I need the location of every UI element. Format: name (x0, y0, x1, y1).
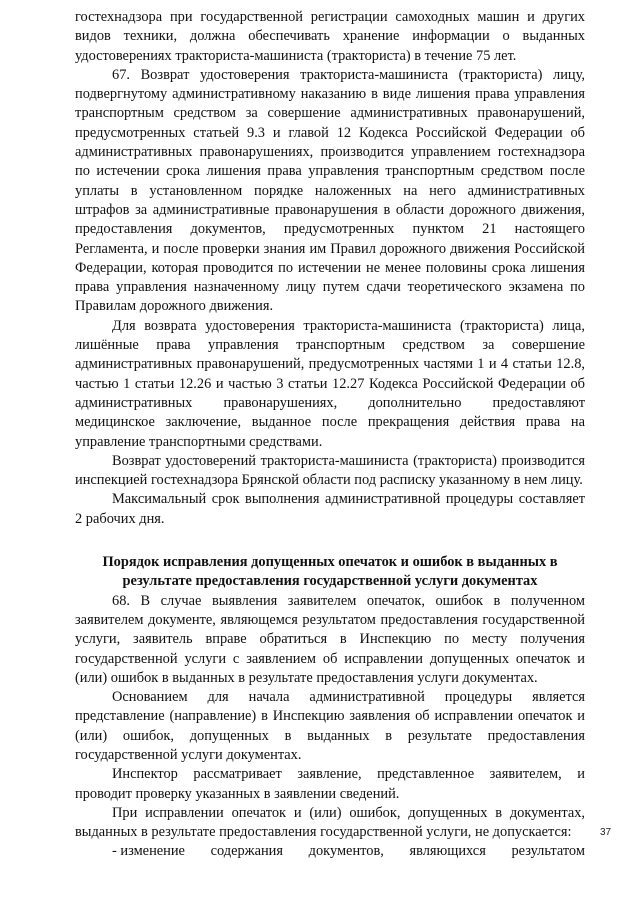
list-item-word: документов, (308, 843, 384, 860)
paragraph-68: 68. В случае выявления заявителем опечаток, ошибок в полученном заявителем документе, являющемся результатом предоставления государственной услуги, заявитель вправе обратиться в Инспекцию по месту получения государственной услуги с заявлением об исправлении допущенных опечаток и (или) ошибок в выданных в результате предоставления услуги документах. (75, 592, 585, 686)
list-item-word: - изменение (112, 843, 185, 860)
paragraph-max-term: Максимальный срок выполнения административной процедуры составляет 2 рабочих дня. (75, 491, 585, 527)
list-item (75, 842, 585, 861)
paragraph-inspector: Инспектор рассматривает заявление, представленное заявителем, и проводит проверку указанных в заявлении сведений. (75, 766, 585, 802)
section-spacer (75, 529, 585, 553)
paragraph-return-conditions: Для возврата удостоверения тракториста-машиниста (тракториста) лица, лишённые права управления транспортным средством за совершение административных правонарушений, предусмотренных частями 1 и 4 статьи 12.8, частью 1 статьи 12.26 и частью 3 статьи 12.27 Кодекса Российской Федерации об административных правонарушениях, дополнительно предоставляют медицинское заключение, выданное после прекращения действия права на управление транспортными средствами. (75, 317, 585, 450)
document-page (75, 8, 585, 862)
list-item-word: содержания (210, 843, 284, 860)
page-number: 37 (600, 827, 612, 838)
list-item-word: являющихся (409, 843, 486, 860)
paragraph-basis: Основанием для начала административной процедуры является представление (направление) в Инспекцию заявления об исправлении опечаток и (или) ошибок, допущенных в выданных в результате предоставления государственной услуги документах. (75, 689, 585, 763)
paragraph-not-allowed: При исправлении опечаток и (или) ошибок, допущенных в документах, выданных в результате предоставления государственной услуги, не допускается: (75, 804, 585, 841)
paragraph-continuation: гостехнадзора при государственной регистрации самоходных машин и других видов техники, должна обеспечивать хранение информации о выданных удостоверениях тракториста-машиниста (тракториста) в течение 75 лет. (75, 9, 585, 64)
list-item-word: результатом (511, 843, 585, 860)
paragraph-67: 67. Возврат удостоверения тракториста-машиниста (тракториста) лицу, подвергнутому административному наказанию в виде лишения права управления транспортным средством за совершение административных правонарушений, предусмотренных статьей 9.3 и главой 12 Кодекса Российской Федерации об административных правонарушениях, производится управлением гостехнадзора по истечении срока лишения права управления транспортным средством после уплаты в установленном порядке наложенных на него административных штрафов за административные правонарушения в области дорожного движения, предоставления документов, предусмотренных пунктом 21 настоящего Регламента, и после проверки знания им Правил дорожного движения Российской Федерации, которая проводится по истечении не менее половины срока лишения права управления назначенному лицу путем сдачи теоретического экзамена по Правилам дорожного движения. (75, 66, 585, 315)
paragraph-return-receipt: Возврат удостоверений тракториста-машиниста (тракториста) производится инспекцией гостехнадзора Брянской области под расписку указанному в нем лицу. (75, 452, 585, 489)
section-heading: Порядок исправления допущенных опечаток и ошибок в выданных в результате предоставления государственной услуги документах (102, 554, 558, 590)
